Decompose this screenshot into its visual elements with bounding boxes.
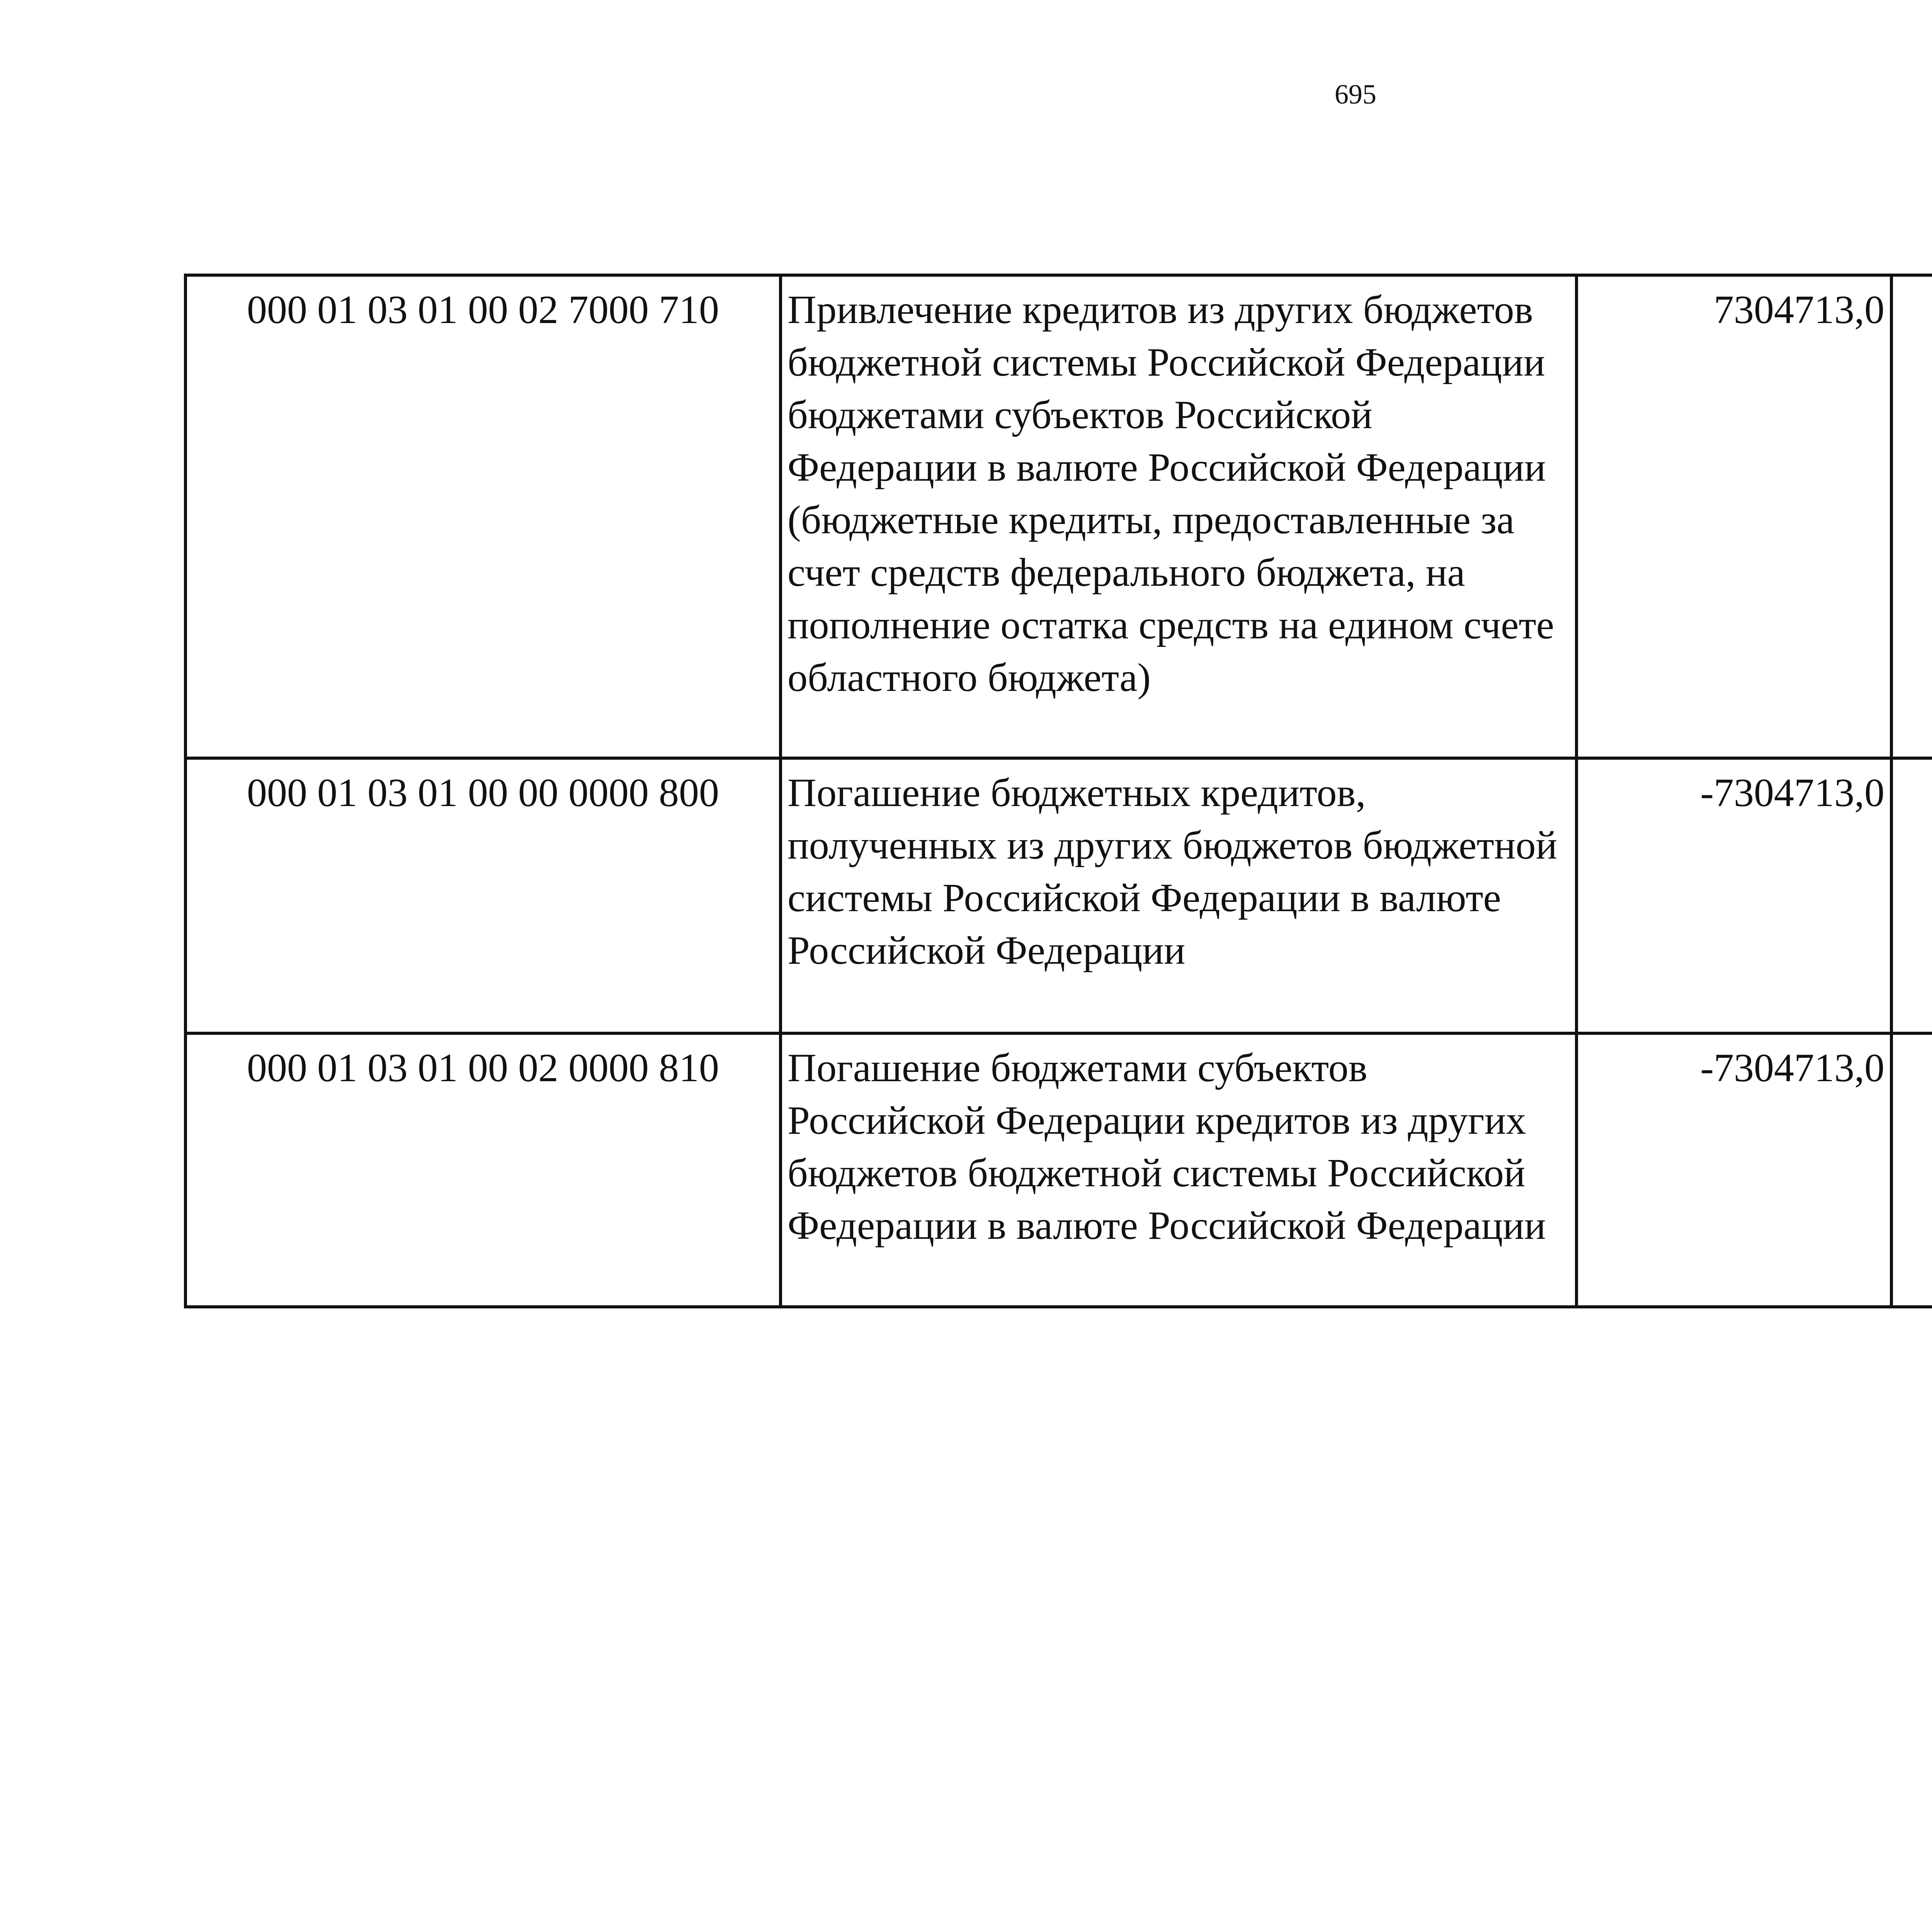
budget-code-cell: 000 01 03 01 00 02 0000 810	[185, 1033, 781, 1307]
value-cell-1: -7304713,0	[1577, 1033, 1891, 1307]
budget-code-cell: 000 01 03 01 00 02 7000 710	[185, 275, 781, 758]
budget-sources-table	[184, 274, 1932, 1308]
value-cell-1: -7304713,0	[1577, 758, 1891, 1033]
table-row	[185, 758, 1932, 1033]
value-cell-2	[1891, 758, 1932, 1033]
description-cell: Погашение бюджетных кредитов, полученных из других бюджетов бюджетной системы Российской Федерации в валюте Российской Федерации	[781, 758, 1577, 1033]
description-cell: Привлечение кредитов из других бюджетов бюджетной системы Российской Федерации бюджетами субъектов Российской Федерации в валюте Российской Федерации (бюджетные кредиты, предоставленные за счет средств федерального бюджета, на пополнение остатка средств на едином счете областного бюджета)	[781, 275, 1577, 758]
page-number: 695	[1335, 79, 1376, 110]
value-cell-1: 7304713,0	[1577, 275, 1891, 758]
table-row	[185, 1033, 1932, 1307]
value-cell-2	[1891, 275, 1932, 758]
description-cell: Погашение бюджетами субъектов Российской Федерации кредитов из других бюджетов бюджетной системы Российской Федерации в валюте Российской Федерации	[781, 1033, 1577, 1307]
table-row	[185, 275, 1932, 758]
budget-code-cell: 000 01 03 01 00 00 0000 800	[185, 758, 781, 1033]
value-cell-2	[1891, 1033, 1932, 1307]
